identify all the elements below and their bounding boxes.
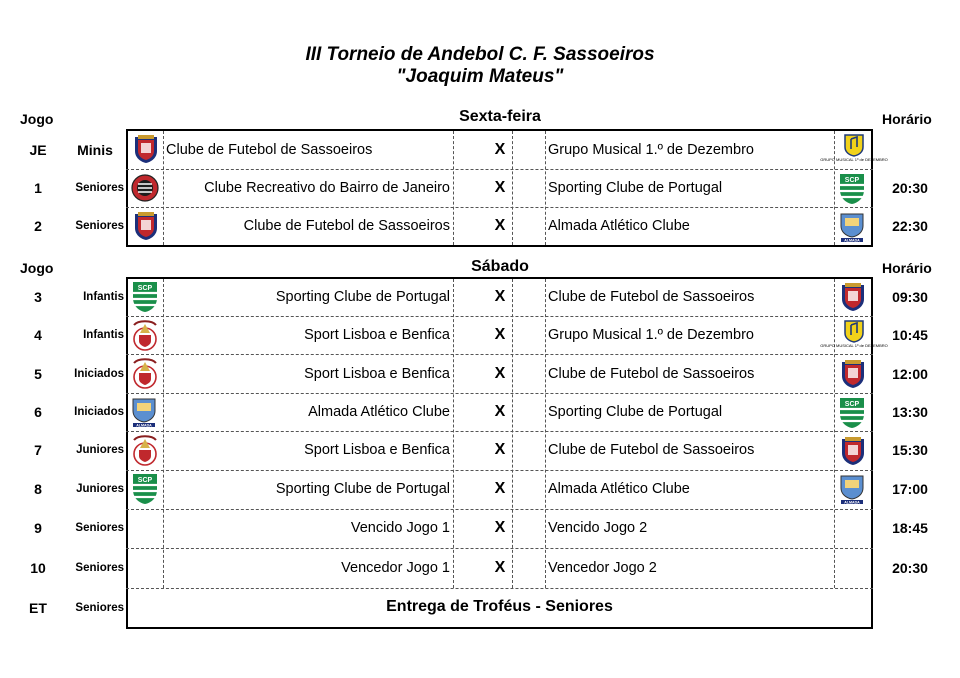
category-label: Infantis	[83, 291, 124, 303]
category-label: Minis	[77, 142, 113, 158]
column-divider	[545, 279, 546, 588]
category-label: Seniores	[75, 220, 124, 232]
home-team: Clube de Futebol de Sassoeiros	[243, 218, 450, 234]
row-divider	[126, 207, 873, 208]
away-team: Clube de Futebol de Sassoeiros	[548, 289, 755, 305]
away-team: Clube de Futebol de Sassoeiros	[548, 366, 755, 382]
versus-mark: X	[494, 403, 506, 420]
away-team: Sporting Clube de Portugal	[548, 180, 723, 196]
jogo-header-friday: Jogo	[20, 111, 54, 127]
benfica-crest-icon	[131, 319, 159, 353]
kickoff-time: 10:45	[892, 327, 928, 343]
game-number: 1	[34, 180, 42, 196]
sassoeiros-crest-icon	[133, 211, 159, 241]
home-team: Clube Recreativo do Bairro de Janeiro	[204, 180, 450, 196]
game-number: 9	[34, 520, 42, 536]
sassoeiros-crest-icon	[840, 359, 866, 389]
almada-crest-icon	[129, 395, 159, 429]
category-label: Juniores	[76, 483, 124, 495]
home-team: Sport Lisboa e Benfica	[304, 442, 450, 458]
game-number: ET	[29, 600, 47, 616]
away-team: Almada Atlético Clube	[548, 218, 690, 234]
kickoff-time: 15:30	[892, 442, 928, 458]
home-team: Sporting Clube de Portugal	[275, 481, 450, 497]
category-label: Seniores	[75, 602, 124, 614]
away-team: Grupo Musical 1.º de Dezembro	[548, 142, 754, 158]
kickoff-time: 20:30	[892, 180, 928, 196]
category-label: Infantis	[83, 329, 124, 341]
kickoff-time: 22:30	[892, 218, 928, 234]
jogo-header-saturday: Jogo	[20, 260, 54, 276]
row-divider	[126, 588, 873, 589]
kickoff-time: 20:30	[892, 560, 928, 576]
grupo-musical-crest-icon	[820, 319, 888, 353]
game-number: 5	[34, 366, 42, 382]
home-team: Clube de Futebol de Sassoeiros	[166, 142, 373, 158]
row-divider	[126, 354, 873, 355]
almada-logo-text: ALMADA	[844, 238, 860, 243]
row-divider	[126, 393, 873, 394]
versus-mark: X	[494, 141, 506, 158]
tournament-title: III Torneio de Andebol C. F. Sassoeiros	[305, 44, 655, 65]
sporting-crest-icon	[838, 172, 866, 206]
almada-logo-text: ALMADA	[136, 423, 152, 428]
row-divider	[126, 470, 873, 471]
home-team: Almada Atlético Clube	[308, 404, 450, 420]
almada-logo-text: ALMADA	[844, 500, 860, 505]
sporting-crest-icon	[838, 396, 866, 430]
game-number: 4	[34, 327, 42, 343]
kickoff-time: 18:45	[892, 520, 928, 536]
row-divider	[126, 169, 873, 170]
benfica-crest-icon	[131, 434, 159, 468]
column-divider	[512, 279, 513, 588]
row-divider	[126, 431, 873, 432]
category-label: Iniciados	[74, 368, 124, 380]
sassoeiros-crest-icon	[840, 282, 866, 312]
kickoff-time: 12:00	[892, 366, 928, 382]
home-team: Sport Lisboa e Benfica	[304, 366, 450, 382]
sporting-logo-text: SCP	[137, 285, 153, 292]
versus-mark: X	[494, 559, 506, 576]
home-team: Sport Lisboa e Benfica	[304, 327, 450, 343]
versus-mark: X	[494, 326, 506, 343]
kickoff-time: 17:00	[892, 481, 928, 497]
sassoeiros-crest-icon	[133, 134, 159, 164]
grupo-musical-logo-text: GRUPO MUSICAL 1º de DEZEMBRO	[820, 343, 888, 348]
sporting-crest-icon	[131, 280, 159, 314]
benfica-crest-icon	[131, 357, 159, 391]
tournament-subtitle: "Joaquim Mateus"	[396, 66, 564, 87]
horario-header-saturday: Horário	[882, 260, 932, 276]
home-team: Vencido Jogo 1	[350, 520, 450, 536]
category-label: Seniores	[75, 562, 124, 574]
category-label: Juniores	[76, 444, 124, 456]
column-divider	[545, 131, 546, 245]
sporting-logo-text: SCP	[137, 477, 153, 484]
game-number: 6	[34, 404, 42, 420]
bairro-janeiro-crest-icon	[131, 173, 159, 203]
away-team: Grupo Musical 1.º de Dezembro	[548, 327, 754, 343]
category-label: Iniciados	[74, 406, 124, 418]
away-team: Sporting Clube de Portugal	[548, 404, 723, 420]
day-title-friday: Sexta-feira	[459, 108, 541, 125]
column-divider	[163, 279, 164, 588]
versus-mark: X	[494, 441, 506, 458]
category-label: Seniores	[75, 522, 124, 534]
column-divider	[834, 279, 835, 588]
game-number: 10	[30, 560, 46, 576]
column-divider	[834, 131, 835, 245]
row-divider	[126, 548, 873, 549]
sporting-logo-text: SCP	[844, 177, 860, 184]
game-number: 7	[34, 442, 42, 458]
versus-mark: X	[494, 217, 506, 234]
day-title-saturday: Sábado	[471, 258, 529, 275]
game-number: 3	[34, 289, 42, 305]
away-team: Vencido Jogo 2	[548, 520, 648, 536]
row-divider	[126, 509, 873, 510]
home-team: Sporting Clube de Portugal	[275, 289, 450, 305]
away-team: Almada Atlético Clube	[548, 481, 690, 497]
away-team: Vencedor Jogo 2	[548, 560, 657, 576]
column-divider	[512, 131, 513, 245]
grupo-musical-logo-text: GRUPO MUSICAL 1º de DEZEMBRO	[820, 157, 888, 162]
kickoff-time: 09:30	[892, 289, 928, 305]
almada-crest-icon	[837, 472, 867, 506]
grupo-musical-crest-icon	[820, 133, 888, 167]
row-divider	[126, 316, 873, 317]
column-divider	[453, 279, 454, 588]
versus-mark: X	[494, 519, 506, 536]
almada-crest-icon	[837, 210, 867, 244]
game-number: 8	[34, 481, 42, 497]
trophy-ceremony-label: Entrega de Troféus - Seniores	[386, 598, 613, 615]
category-label: Seniores	[75, 182, 124, 194]
versus-mark: X	[494, 288, 506, 305]
horario-header-friday: Horário	[882, 111, 932, 127]
versus-mark: X	[494, 480, 506, 497]
sporting-crest-icon	[131, 472, 159, 506]
game-number: JE	[29, 142, 47, 158]
versus-mark: X	[494, 179, 506, 196]
kickoff-time: 13:30	[892, 404, 928, 420]
home-team: Vencedor Jogo 1	[341, 560, 450, 576]
sporting-logo-text: SCP	[844, 401, 860, 408]
versus-mark: X	[494, 365, 506, 382]
sassoeiros-crest-icon	[840, 436, 866, 466]
away-team: Clube de Futebol de Sassoeiros	[548, 442, 755, 458]
game-number: 2	[34, 218, 42, 234]
